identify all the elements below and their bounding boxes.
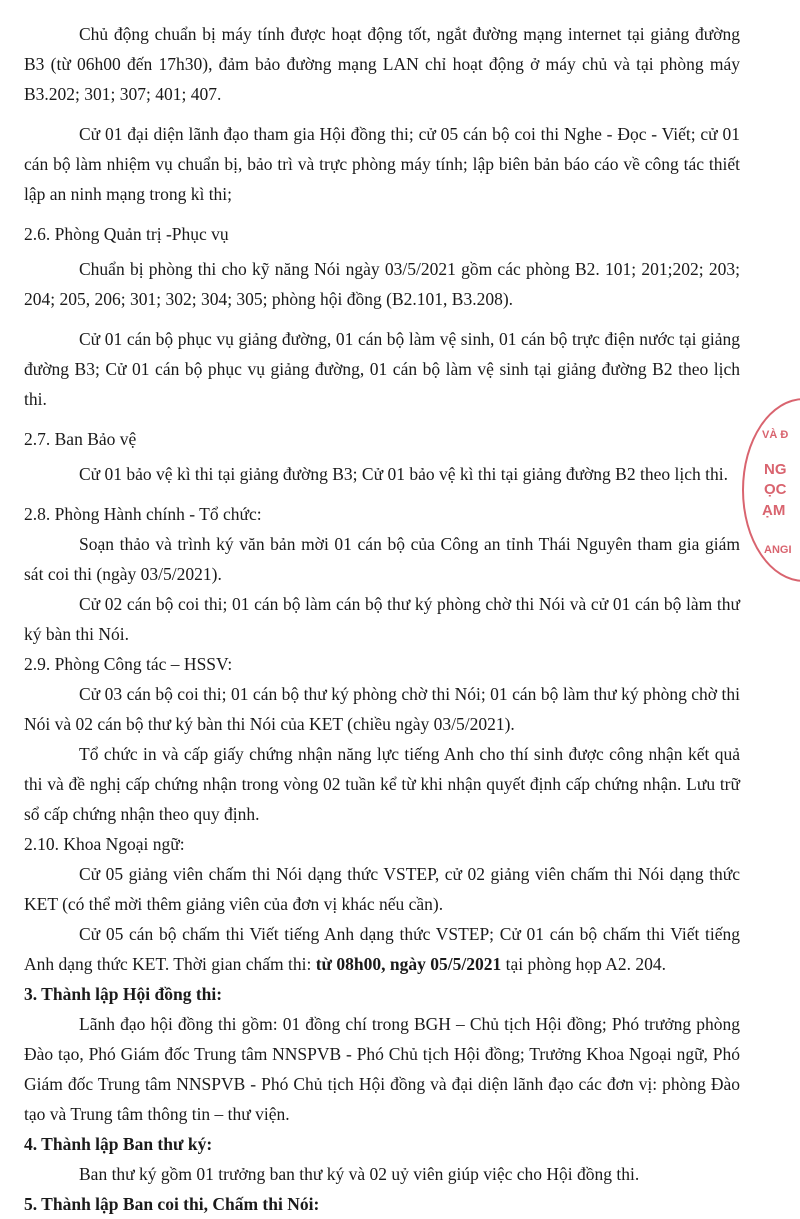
paragraph: Cử 01 đại diện lãnh đạo tham gia Hội đồng thi; cử 05 cán bộ coi thi Nghe - Đọc - Viết; cử 01 cán bộ làm nhiệm vụ chuẩn bị, bảo trì và trực phòng máy tính; lập biên bản báo cáo về công tác thiết lập an ninh mạng trong kì thi; [24, 124, 740, 204]
stamp-text: ANGI [764, 544, 792, 556]
paragraph: Cử 03 cán bộ coi thi; 01 cán bộ thư ký phòng chờ thi Nói; 01 cán bộ làm thư ký phòng chờ thi Nói và 02 cán bộ thư ký bàn thi Nói của KET (chiều ngày 03/5/2021). [24, 684, 740, 734]
paragraph: Ban thư ký gồm 01 trưởng ban thư ký và 02 uỷ viên giúp việc cho Hội đồng thi. [79, 1164, 640, 1184]
section-heading: 2.8. Phòng Hành chính - Tổ chức: [24, 504, 262, 524]
stamp-text: VÀ Đ [762, 429, 789, 441]
paragraph: Cử 01 bảo vệ kì thi tại giảng đường B3; Cử 01 bảo vệ kì thi tại giảng đường B2 theo lịch thi. [79, 464, 728, 484]
section-heading: 3. Thành lập Hội đồng thi: [24, 984, 223, 1004]
exam-time-bold: từ 08h00, ngày 05/5/2021 [315, 954, 502, 974]
paragraph [24, 919, 740, 979]
paragraph: Cử 02 cán bộ coi thi; 01 cán bộ làm cán bộ thư ký phòng chờ thi Nói và cử 01 cán bộ làm thư ký bàn thi Nói. [24, 594, 740, 644]
paragraph: Lãnh đạo hội đồng thi gồm: 01 đồng chí trong BGH – Chủ tịch Hội đồng; Phó trưởng phòng Đào tạo, Phó Giám đốc Trung tâm NNSPVB - Phó Chủ tịch Hội đồng; Trưởng Khoa Ngoại ngữ, Phó Giám đốc Trung tâm NNSPVB - Phó Chủ tịch Hội đồng và đại diện lãnh đạo các đơn vị: phòng Đào tạo và Trung tâm thông tin – thư viện. [24, 1014, 740, 1124]
section-heading: 2.6. Phòng Quản trị -Phục vụ [24, 224, 229, 244]
stamp-text: NG [764, 461, 787, 478]
stamp-text: ỌC [764, 481, 787, 498]
paragraph: Tổ chức in và cấp giấy chứng nhận năng lực tiếng Anh cho thí sinh được công nhận kết quả thi và đề nghị cấp chứng nhận trong vòng 02 tuần kể từ khi nhận quyết định cấp chứng nhận. Lưu trữ sổ cấp chứng nhận theo quy định. [24, 744, 740, 824]
section-heading: 4. Thành lập Ban thư ký: [24, 1134, 213, 1154]
document-page [24, 19, 740, 1219]
paragraph-text: tại phòng họp A2. 204. [501, 954, 667, 974]
paragraph: Cử 05 giảng viên chấm thi Nói dạng thức VSTEP, cử 02 giảng viên chấm thi Nói dạng thức KET (có thể mời thêm giảng viên của đơn vị khác nếu cần). [24, 864, 740, 914]
section-heading: 5. Thành lập Ban coi thi, Chấm thi Nói: [24, 1194, 320, 1214]
paragraph: Chủ động chuẩn bị máy tính được hoạt động tốt, ngắt đường mạng internet tại giảng đường B3 (từ 06h00 đến 17h30), đảm bảo đường mạng LAN chỉ hoạt động ở máy chủ và tại phòng máy B3.202; 301; 307; 401; 407. [24, 24, 740, 104]
paragraph: Chuẩn bị phòng thi cho kỹ năng Nói ngày 03/5/2021 gồm các phòng B2. 101; 201;202; 203; 204; 205, 206; 301; 302; 304; 305; phòng hội đồng (B2.101, B3.208). [24, 259, 740, 309]
section-heading: 2.10. Khoa Ngoại ngữ: [24, 834, 185, 854]
paragraph-text: Cử 05 cán bộ chấm thi Viết tiếng Anh dạng thức VSTEP; Cử 01 cán bộ chấm thi Viết tiếng Anh dạng thức KET. Thời gian chấm thi: [24, 924, 740, 974]
section-heading: 2.9. Phòng Công tác – HSSV: [24, 654, 233, 674]
official-stamp [742, 398, 800, 582]
stamp-text: ẠM [762, 502, 786, 519]
section-heading: 2.7. Ban Bảo vệ [24, 429, 137, 449]
paragraph: Soạn thảo và trình ký văn bản mời 01 cán bộ của Công an tỉnh Thái Nguyên tham gia giám sát coi thi (ngày 03/5/2021). [24, 534, 740, 584]
paragraph: Cử 01 cán bộ phục vụ giảng đường, 01 cán bộ làm vệ sinh, 01 cán bộ trực điện nước tại giảng đường B3; Cử 01 cán bộ phục vụ giảng đường, 01 cán bộ làm vệ sinh tại giảng đường B2 theo lịch thi. [24, 329, 740, 409]
